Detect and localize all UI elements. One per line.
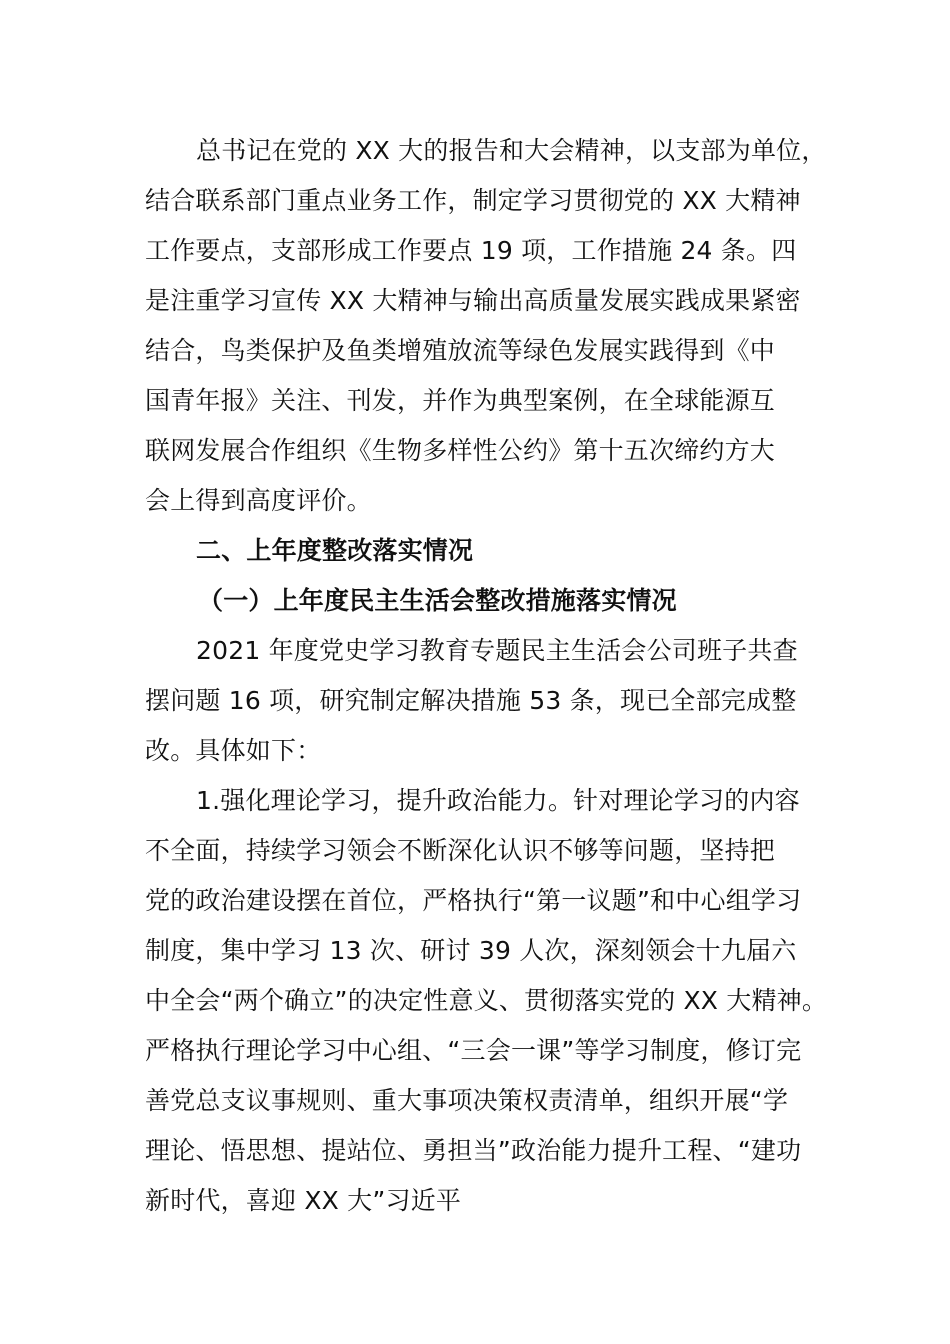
paragraph-line: 联网发展合作组织《生物多样性公约》第十五次缔约方大 [145, 436, 776, 465]
paragraph-line: 2021 年度党史学习教育专题民主生活会公司班子共查 [196, 636, 798, 665]
paragraph-line: 国青年报》关注、刊发，并作为典型案例，在全球能源互 [145, 386, 776, 415]
paragraph-line: 制度，集中学习 13 次、研讨 39 人次，深刻领会十九届六 [145, 936, 797, 965]
paragraph-line: 不全面，持续学习领会不断深化认识不够等问题，坚持把 [145, 836, 776, 865]
paragraph-line: 结合，鸟类保护及鱼类增殖放流等绿色发展实践得到《中 [145, 336, 776, 365]
paragraph-line: 1.强化理论学习，提升政治能力。针对理论学习的内容 [196, 786, 800, 815]
subsection-heading: （一）上年度民主生活会整改措施落实情况 [198, 586, 677, 615]
paragraph-line: 中全会“两个确立”的决定性意义、贯彻落实党的 XX 大精神。 [145, 986, 828, 1015]
paragraph-line: 总书记在党的 XX 大的报告和大会精神，以支部为单位， [196, 136, 827, 165]
paragraph-line: 严格执行理论学习中心组、“三会一课”等学习制度，修订完 [145, 1036, 802, 1065]
paragraph-line: 会上得到高度评价。 [145, 486, 372, 515]
paragraph-line: 改。具体如下： [145, 736, 322, 765]
paragraph-line: 工作要点，支部形成工作要点 19 项，工作措施 24 条。四 [145, 236, 797, 265]
paragraph-line: 摆问题 16 项，研究制定解决措施 53 条，现已全部完成整 [145, 686, 797, 715]
paragraph-line: 结合联系部门重点业务工作，制定学习贯彻党的 XX 大精神 [145, 186, 801, 215]
paragraph-line: 理论、悟思想、提站位、勇担当”政治能力提升工程、“建功 [145, 1136, 802, 1165]
paragraph-line: 党的政治建设摆在首位，严格执行“第一议题”和中心组学习 [145, 886, 802, 915]
section-heading: 二、上年度整改落实情况 [196, 536, 474, 565]
paragraph-line: 新时代，喜迎 XX 大”习近平 [145, 1186, 462, 1215]
paragraph-line: 是注重学习宣传 XX 大精神与输出高质量发展实践成果紧密 [145, 286, 801, 315]
paragraph-line: 善党总支议事规则、重大事项决策权责清单，组织开展“学 [145, 1086, 789, 1115]
